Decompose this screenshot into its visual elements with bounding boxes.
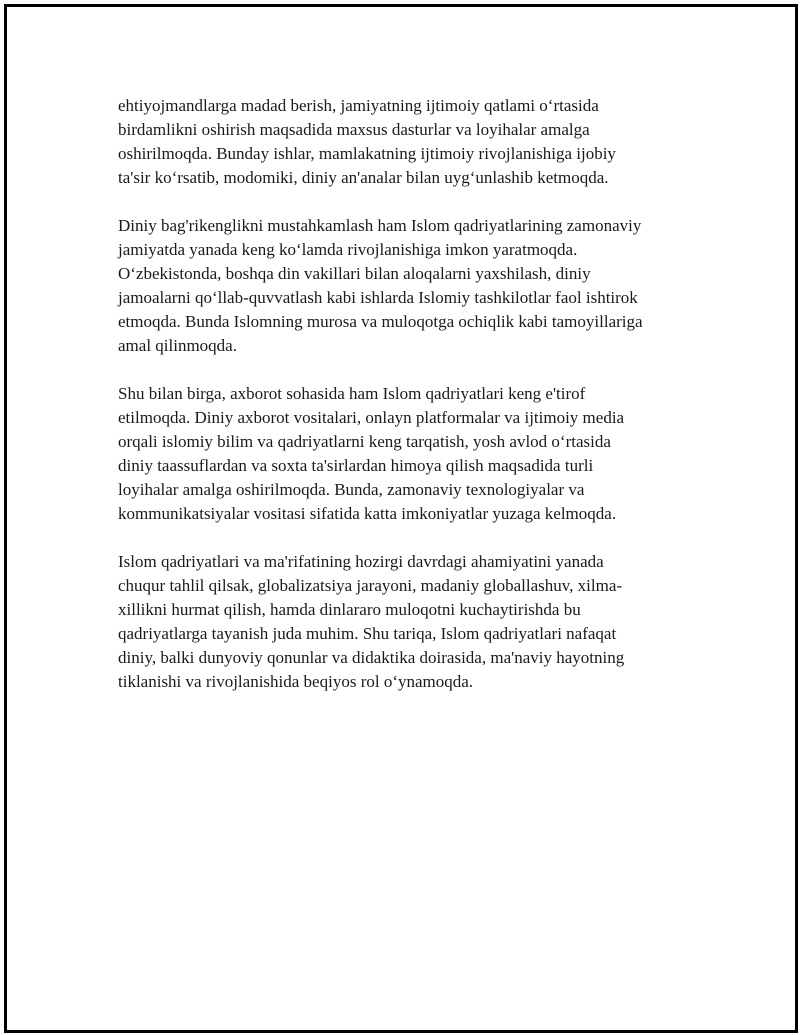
paragraph-3: [118, 382, 698, 526]
text-line: kommunikatsiyalar vositasi sifatida katta imkoniyatlar yuzaga kelmoqda.: [118, 504, 617, 523]
paragraph-1: [118, 94, 698, 190]
text-line: birdamlikni oshirish maqsadida maxsus dasturlar va loyihalar amalga: [118, 120, 590, 139]
paragraph-4: [118, 550, 698, 694]
paragraph-2: [118, 214, 698, 358]
text-line: tiklanishi va rivojlanishida beqiyos rol o‘ynamoqda.: [118, 672, 474, 691]
text-line: oshirilmoqda. Bunday ishlar, mamlakatning ijtimoiy rivojlanishiga ijobiy: [118, 144, 616, 163]
text-line: diniy taassuflardan va soxta ta'sirlardan himoya qilish maqsadida turli: [118, 456, 594, 475]
text-line: etilmoqda. Diniy axborot vositalari, onlayn platformalar va ijtimoiy media: [118, 408, 625, 427]
text-line: O‘zbekistonda, boshqa din vakillari bilan aloqalarni yaxshilash, diniy: [118, 264, 591, 283]
text-line: Diniy bag'rikenglikni mustahkamlash ham Islom qadriyatlarining zamonaviy: [118, 216, 642, 235]
text-line: orqali islomiy bilim va qadriyatlarni keng tarqatish, yosh avlod o‘rtasida: [118, 432, 611, 451]
text-line: jamoalarni qo‘llab-quvvatlash kabi ishlarda Islomiy tashkilotlar faol ishtirok: [118, 288, 638, 307]
text-line: amal qilinmoqda.: [118, 336, 237, 355]
text-line: loyihalar amalga oshirilmoqda. Bunda, zamonaviy texnologiyalar va: [118, 480, 585, 499]
text-line: jamiyatda yanada keng ko‘lamda rivojlanishiga imkon yaratmoqda.: [118, 240, 578, 259]
text-line: Islom qadriyatlari va ma'rifatining hozirgi davrdagi ahamiyatini yanada: [118, 552, 604, 571]
text-line: etmoqda. Bunda Islomning murosa va muloqotga ochiqlik kabi tamoyillariga: [118, 312, 643, 331]
text-line: Shu bilan birga, axborot sohasida ham Islom qadriyatlari keng e'tirof: [118, 384, 586, 403]
text-line: ta'sir ko‘rsatib, modomiki, diniy an'analar bilan uyg‘unlashib ketmoqda.: [118, 168, 609, 187]
text-line: diniy, balki dunyoviy qonunlar va didaktika doirasida, ma'naviy hayotning: [118, 648, 625, 667]
text-line: chuqur tahlil qilsak, globalizatsiya jarayoni, madaniy globallashuv, xilma-: [118, 576, 623, 595]
text-line: ehtiyojmandlarga madad berish, jamiyatning ijtimoiy qatlami o‘rtasida: [118, 96, 599, 115]
text-line: xillikni hurmat qilish, hamda dinlararo muloqotni kuchaytirishda bu: [118, 600, 581, 619]
text-line: qadriyatlarga tayanish juda muhim. Shu tariqa, Islom qadriyatlari nafaqat: [118, 624, 617, 643]
document-body: [118, 94, 698, 718]
